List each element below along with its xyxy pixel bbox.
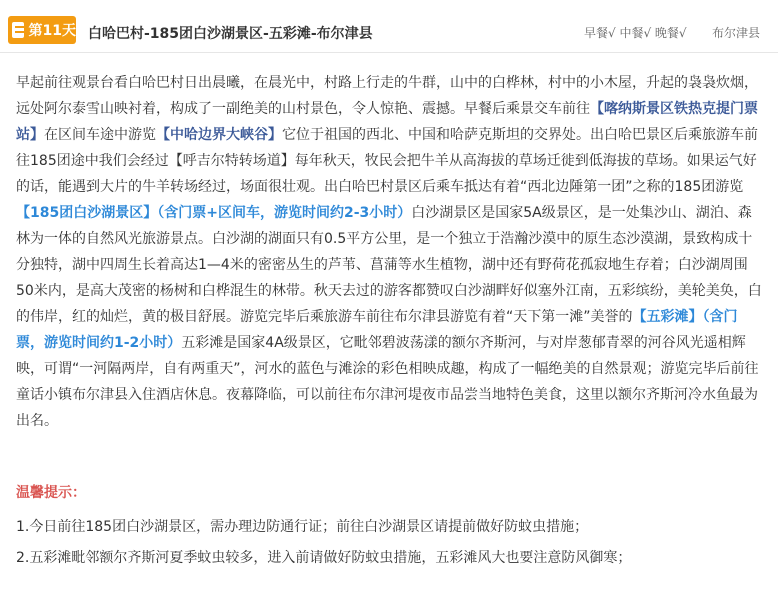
header-divider (0, 52, 778, 53)
tips-title: 温馨提示： (16, 485, 86, 501)
highlight-baisha-lake: 【185团白沙湖景区】（含门票+区间车，游览时间约2-3小时） (16, 205, 412, 221)
calendar-icon (12, 22, 24, 38)
highlight-kanas-ticket-station: 【喀纳斯景区铁热克提门票站】 (16, 101, 758, 143)
meals-info: 早餐√ 中餐√ 晚餐√ (584, 26, 687, 40)
text-segment: 在区间车途中游览 (44, 127, 156, 143)
text-segment: 五彩滩是国家4A级景区，它毗邻碧波荡漾的额尔齐斯河，与对岸葱郁青翠的河谷风光遥相辉映，可谓“一河隔两岸，自有两重天”，河水的蓝色与滩涂的彩色相映成趣，构成了一幅绝美的自然景观；游览完毕后前往童话小镇布尔津县入住酒店休息。夜幕降临，可以前往布尔津河堤夜市品尝当地特色美食，这里以额尔齐斯河冷水鱼最为出名。 (16, 335, 759, 429)
highlight-border-canyon: 【中哈边界大峡谷】 (156, 127, 282, 143)
route-title: 白哈巴村-185团白沙湖景区-五彩滩-布尔津县 (88, 26, 373, 42)
itinerary-paragraph (16, 70, 764, 434)
tip-item: 1.今日前往185团白沙湖景区，需办理边防通行证；前往白沙湖景区请提前做好防蚊虫措施； (16, 519, 589, 535)
text-segment: 它位于祖国的西北、中国和哈萨克斯坦的交界处。出白哈巴景区后乘旅游车前往185团途中我们会经过【呼吉尔特转场道】每年秋天，牧民会把牛羊从高海拔的草场迁徙到低海拔的草场。如果运气好的话，能遇到大片的牛羊转场经过，场面很壮观。出白哈巴村景区后乘车抵达有着“西北边陲第一团”之称的185团游览 (16, 127, 758, 195)
itinerary-description (16, 70, 764, 434)
highlight-wucai-beach: 【五彩滩】（含门票，游览时间约1-2小时） (16, 309, 738, 351)
day-badge (8, 16, 76, 44)
day-label: 第11天 (28, 23, 76, 39)
text-segment: 早起前往观景台看白哈巴村日出晨曦，在晨光中，村路上行走的牛群，山中的白桦林，村中的小木屋，升起的袅袅炊烟，远处阿尔泰雪山映衬着，构成了一副绝美的山村景色，令人惊艳、震撼。早餐后乘景交车前往 (16, 75, 758, 117)
text-segment: 白沙湖景区是国家5A级景区，是一处集沙山、湖泊、森林为一体的自然风光旅游景点。白沙湖的湖面只有0.5平方公里，是一个独立于浩瀚沙漠中的原生态沙漠湖，景致构成十分独特，湖中四周生长着高达1—4米的密密丛生的芦苇、菖蒲等水生植物，湖中还有野荷花孤寂地生存着；白沙湖周围50米内，是高大茂密的杨树和白桦混生的林带。秋天去过的游客都赞叹白沙湖畔好似塞外江南，五彩缤纷，美轮美奂，白的伟岸，红的灿烂，黄的极目舒展。游览完毕后乘旅游车前往布尔津县游览有着“天下第一滩”美誉的 (16, 205, 762, 325)
day-header (0, 0, 778, 64)
tip-item: 2.五彩滩毗邻额尔齐斯河夏季蚊虫较多，进入前请做好防蚊虫措施，五彩滩风大也要注意防风御寒； (16, 550, 632, 566)
overnight-city: 布尔津县 (712, 26, 761, 40)
